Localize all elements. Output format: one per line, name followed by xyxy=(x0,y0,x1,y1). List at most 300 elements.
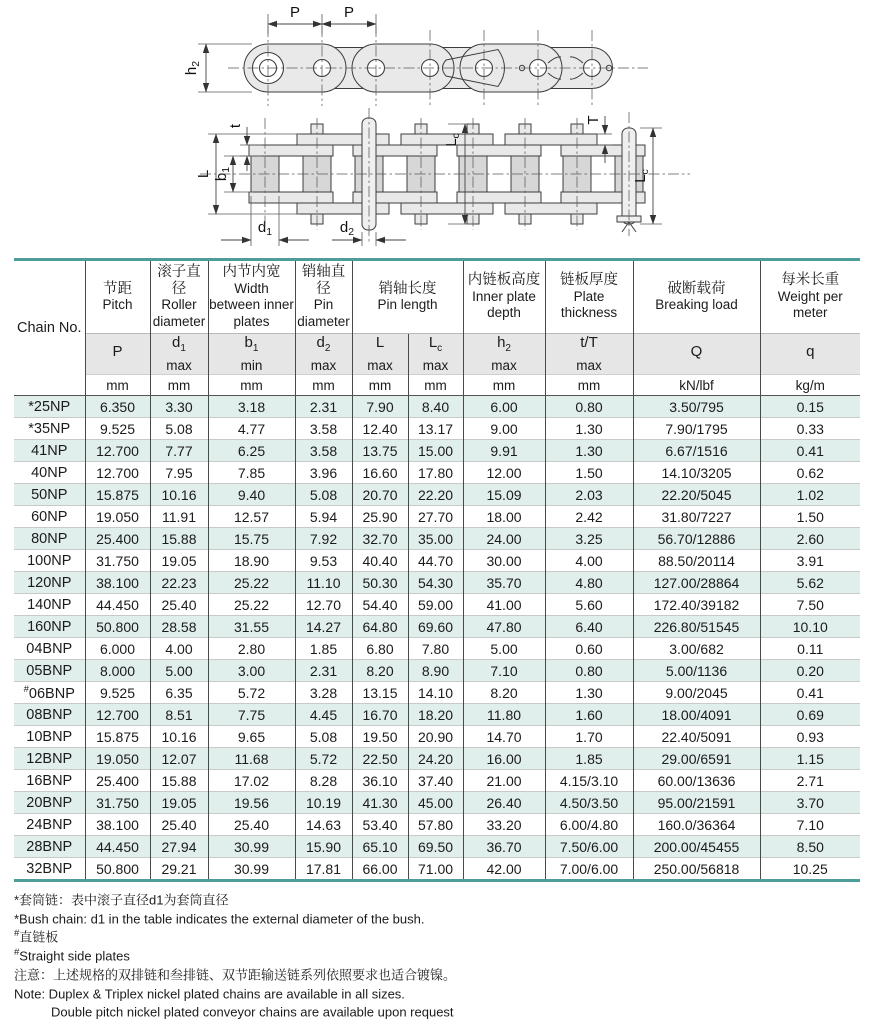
plate-depth-cell: 33.20 xyxy=(463,814,545,836)
note-bush-chain-cn: *套筒链：表中滚子直径d1为套筒直径 xyxy=(14,892,229,908)
pin-diameter-cell: 14.27 xyxy=(295,616,352,638)
chain-no-cell: 20BNP xyxy=(14,792,85,814)
table-row xyxy=(14,682,860,704)
pin-length-lc-cell: 18.20 xyxy=(408,704,463,726)
inner-width-cell: 6.25 xyxy=(208,440,295,462)
unit-weight: kg/m xyxy=(760,375,860,396)
col-roller-header: 滚子直径 Roller diameter xyxy=(150,260,208,334)
pin-diameter-cell: 14.63 xyxy=(295,814,352,836)
chain-no-cell: 08BNP xyxy=(14,704,85,726)
pin-length-l-cell: 16.60 xyxy=(352,462,408,484)
plate-thickness-cell: 6.40 xyxy=(545,616,633,638)
plate-depth-cell: 41.00 xyxy=(463,594,545,616)
roller-diameter-cell: 10.16 xyxy=(150,484,208,506)
pitch-cell: 12.700 xyxy=(85,704,150,726)
plate-thickness-cell: 1.70 xyxy=(545,726,633,748)
weight-cell: 7.50 xyxy=(760,594,860,616)
table-row xyxy=(14,440,860,462)
pitch-cell: 12.700 xyxy=(85,462,150,484)
weight-cell: 0.62 xyxy=(760,462,860,484)
pin-length-l-cell: 13.15 xyxy=(352,682,408,704)
pitch-cell: 25.400 xyxy=(85,528,150,550)
roller-diameter-cell: 5.00 xyxy=(150,660,208,682)
breaking-load-cell: 18.00/4091 xyxy=(633,704,760,726)
pin-length-l-cell: 7.90 xyxy=(352,396,408,418)
unit-plate-depth: mm xyxy=(463,375,545,396)
unit-pitch: mm xyxy=(85,375,150,396)
breaking-load-cell: 250.00/56818 xyxy=(633,858,760,881)
note-straight-plates-cn: #直链板 xyxy=(14,928,59,945)
pin-diameter-cell: 5.94 xyxy=(295,506,352,528)
pin-diameter-cell: 9.53 xyxy=(295,550,352,572)
plate-thickness-cell: 7.50/6.00 xyxy=(545,836,633,858)
pin-diameter-cell: 17.81 xyxy=(295,858,352,881)
weight-cell: 0.41 xyxy=(760,682,860,704)
pin-diameter-cell: 12.70 xyxy=(295,594,352,616)
table-row xyxy=(14,550,860,572)
plate-depth-cell: 12.00 xyxy=(463,462,545,484)
pin-length-l-cell: 13.75 xyxy=(352,440,408,462)
pitch-cell: 9.525 xyxy=(85,418,150,440)
pitch-cell: 50.800 xyxy=(85,858,150,881)
inner-width-cell: 4.77 xyxy=(208,418,295,440)
pin-length-l-cell: 36.10 xyxy=(352,770,408,792)
pitch-cell: 19.050 xyxy=(85,506,150,528)
weight-cell: 10.25 xyxy=(760,858,860,881)
pin-diameter-cell: 3.96 xyxy=(295,462,352,484)
table-row xyxy=(14,594,860,616)
plate-depth-cell: 30.00 xyxy=(463,550,545,572)
dim-label-lc-top: $L_c$ xyxy=(443,133,462,147)
pitch-cell: 15.875 xyxy=(85,726,150,748)
pitch-cell: 38.100 xyxy=(85,572,150,594)
plate-thickness-cell: 4.15/3.10 xyxy=(545,770,633,792)
roller-diameter-cell: 19.05 xyxy=(150,792,208,814)
weight-cell: 7.10 xyxy=(760,814,860,836)
pitch-cell: 12.700 xyxy=(85,440,150,462)
plate-depth-cell: 26.40 xyxy=(463,792,545,814)
inner-width-cell: 9.40 xyxy=(208,484,295,506)
sym-width: $b_1$ min xyxy=(208,334,295,375)
col-breaking-load-header: 破断载荷 Breaking load xyxy=(633,260,760,334)
chain-no-cell: 120NP xyxy=(14,572,85,594)
unit-width: mm xyxy=(208,375,295,396)
dim-label-p2: P xyxy=(343,4,355,21)
chain-technical-drawing xyxy=(0,0,874,256)
pin-diameter-cell: 5.08 xyxy=(295,484,352,506)
breaking-load-cell: 226.80/51545 xyxy=(633,616,760,638)
pin-length-l-cell: 25.90 xyxy=(352,506,408,528)
breaking-load-cell: 14.10/3205 xyxy=(633,462,760,484)
pin-length-lc-cell: 37.40 xyxy=(408,770,463,792)
plate-thickness-cell: 4.80 xyxy=(545,572,633,594)
spec-table xyxy=(14,258,860,882)
breaking-load-cell: 9.00/2045 xyxy=(633,682,760,704)
pin-diameter-cell: 3.58 xyxy=(295,418,352,440)
plate-thickness-cell: 1.30 xyxy=(545,440,633,462)
plate-thickness-cell: 5.60 xyxy=(545,594,633,616)
header-unit-row xyxy=(14,375,860,396)
roller-diameter-cell: 15.88 xyxy=(150,770,208,792)
weight-cell: 0.33 xyxy=(760,418,860,440)
sym-roller: $d_1$ max xyxy=(150,334,208,375)
inner-width-cell: 15.75 xyxy=(208,528,295,550)
inner-width-cell: 18.90 xyxy=(208,550,295,572)
chain-no-cell: 160NP xyxy=(14,616,85,638)
chain-no-cell: 32BNP xyxy=(14,858,85,881)
inner-width-cell: 5.72 xyxy=(208,682,295,704)
pitch-cell: 44.450 xyxy=(85,836,150,858)
pin-diameter-cell: 2.31 xyxy=(295,396,352,418)
inner-width-cell: 25.22 xyxy=(208,594,295,616)
pin-diameter-cell: 11.10 xyxy=(295,572,352,594)
pin-length-l-cell: 41.30 xyxy=(352,792,408,814)
chain-no-cell: 80NP xyxy=(14,528,85,550)
plate-depth-cell: 24.00 xyxy=(463,528,545,550)
dim-label-b1: $b_1$ xyxy=(213,166,232,182)
inner-width-cell: 25.40 xyxy=(208,814,295,836)
plate-thickness-cell: 0.80 xyxy=(545,396,633,418)
unit-pin-length-l: mm xyxy=(352,375,408,396)
plate-depth-cell: 42.00 xyxy=(463,858,545,881)
roller-diameter-cell: 7.95 xyxy=(150,462,208,484)
table-body xyxy=(14,396,860,881)
pitch-cell: 9.525 xyxy=(85,682,150,704)
table-row xyxy=(14,770,860,792)
dim-label-t: t xyxy=(227,123,244,129)
chain-no-cell: *35NP xyxy=(14,418,85,440)
plate-depth-cell: 9.91 xyxy=(463,440,545,462)
sym-breaking-load: Q xyxy=(633,334,760,375)
plate-depth-cell: 21.00 xyxy=(463,770,545,792)
pitch-cell: 6.000 xyxy=(85,638,150,660)
roller-diameter-cell: 22.23 xyxy=(150,572,208,594)
pin-length-l-cell: 50.30 xyxy=(352,572,408,594)
pin-length-l-cell: 40.40 xyxy=(352,550,408,572)
footnotes xyxy=(14,889,874,1020)
roller-diameter-cell: 6.35 xyxy=(150,682,208,704)
pin-diameter-cell: 4.45 xyxy=(295,704,352,726)
roller-diameter-cell: 10.16 xyxy=(150,726,208,748)
pin-length-lc-cell: 71.00 xyxy=(408,858,463,881)
weight-cell: 1.50 xyxy=(760,506,860,528)
header-symbol-row xyxy=(14,334,860,375)
note-nickel-cn: 注意：上述规格的双排链和叁排链、双节距输送链系列依照要求也适合镀镍。 xyxy=(14,967,457,983)
pin-length-lc-cell: 8.90 xyxy=(408,660,463,682)
plate-thickness-cell: 1.85 xyxy=(545,748,633,770)
roller-diameter-cell: 25.40 xyxy=(150,814,208,836)
pin-length-l-cell: 64.80 xyxy=(352,616,408,638)
weight-cell: 2.71 xyxy=(760,770,860,792)
plate-thickness-cell: 2.03 xyxy=(545,484,633,506)
table-row xyxy=(14,616,860,638)
plate-depth-cell: 7.10 xyxy=(463,660,545,682)
breaking-load-cell: 3.00/682 xyxy=(633,638,760,660)
chain-no-cell: 41NP xyxy=(14,440,85,462)
pitch-cell: 6.350 xyxy=(85,396,150,418)
weight-cell: 3.70 xyxy=(760,792,860,814)
pin-length-lc-cell: 20.90 xyxy=(408,726,463,748)
pin-diameter-cell: 8.28 xyxy=(295,770,352,792)
inner-width-cell: 2.80 xyxy=(208,638,295,660)
plate-thickness-cell: 1.30 xyxy=(545,682,633,704)
chain-no-cell: *25NP xyxy=(14,396,85,418)
weight-cell: 0.41 xyxy=(760,440,860,462)
breaking-load-cell: 56.70/12886 xyxy=(633,528,760,550)
table-row xyxy=(14,396,860,418)
plate-depth-cell: 6.00 xyxy=(463,396,545,418)
chain-no-cell: 40NP xyxy=(14,462,85,484)
dim-label-d2: $d_2$ xyxy=(339,219,355,238)
pin-diameter-cell: 5.72 xyxy=(295,748,352,770)
roller-diameter-cell: 5.08 xyxy=(150,418,208,440)
plate-depth-cell: 35.70 xyxy=(463,572,545,594)
pin-length-lc-cell: 7.80 xyxy=(408,638,463,660)
plate-depth-cell: 8.20 xyxy=(463,682,545,704)
breaking-load-cell: 22.40/5091 xyxy=(633,726,760,748)
inner-width-cell: 25.22 xyxy=(208,572,295,594)
chain-no-cell: 100NP xyxy=(14,550,85,572)
pin-length-l-cell: 8.20 xyxy=(352,660,408,682)
pin-length-lc-cell: 54.30 xyxy=(408,572,463,594)
roller-diameter-cell: 27.94 xyxy=(150,836,208,858)
pin-length-lc-cell: 15.00 xyxy=(408,440,463,462)
weight-cell: 0.11 xyxy=(760,638,860,660)
plate-depth-cell: 36.70 xyxy=(463,836,545,858)
pin-length-lc-cell: 45.00 xyxy=(408,792,463,814)
pin-length-l-cell: 12.40 xyxy=(352,418,408,440)
breaking-load-cell: 95.00/21591 xyxy=(633,792,760,814)
col-pin-diameter-header: 销轴直径 Pin diameter xyxy=(295,260,352,334)
pin-length-lc-cell: 69.60 xyxy=(408,616,463,638)
breaking-load-cell: 160.0/36364 xyxy=(633,814,760,836)
pitch-cell: 15.875 xyxy=(85,484,150,506)
breaking-load-cell: 7.90/1795 xyxy=(633,418,760,440)
chain-no-header: Chain No. xyxy=(17,319,82,336)
note-straight-plates-en: #Straight side plates xyxy=(14,947,130,964)
roller-diameter-cell: 4.00 xyxy=(150,638,208,660)
inner-width-cell: 3.18 xyxy=(208,396,295,418)
pin-diameter-cell: 2.31 xyxy=(295,660,352,682)
pin-length-l-cell: 65.10 xyxy=(352,836,408,858)
pitch-cell: 19.050 xyxy=(85,748,150,770)
plate-thickness-cell: 0.80 xyxy=(545,660,633,682)
pin-diameter-cell: 10.19 xyxy=(295,792,352,814)
plate-thickness-cell: 1.30 xyxy=(545,418,633,440)
pitch-cell: 31.750 xyxy=(85,792,150,814)
table-row xyxy=(14,638,860,660)
pin-length-l-cell: 54.40 xyxy=(352,594,408,616)
inner-width-cell: 30.99 xyxy=(208,836,295,858)
pin-length-l-cell: 6.80 xyxy=(352,638,408,660)
pin-length-l-cell: 20.70 xyxy=(352,484,408,506)
breaking-load-cell: 200.00/45455 xyxy=(633,836,760,858)
pitch-cell: 50.800 xyxy=(85,616,150,638)
sym-pin-length-lc: $L_c$ max xyxy=(408,334,463,375)
pitch-cell: 44.450 xyxy=(85,594,150,616)
weight-cell: 3.91 xyxy=(760,550,860,572)
plate-thickness-cell: 1.50 xyxy=(545,462,633,484)
chain-side-view xyxy=(183,4,648,106)
unit-plate-thickness: mm xyxy=(545,375,633,396)
header-name-row xyxy=(14,260,860,334)
table-row xyxy=(14,572,860,594)
unit-pin-length-lc: mm xyxy=(408,375,463,396)
sym-pin-diameter: $d_2$ max xyxy=(295,334,352,375)
roller-diameter-cell: 11.91 xyxy=(150,506,208,528)
plate-thickness-cell: 2.42 xyxy=(545,506,633,528)
sym-plate-thickness: t/T max xyxy=(545,334,633,375)
pin-length-lc-cell: 22.20 xyxy=(408,484,463,506)
inner-width-cell: 3.00 xyxy=(208,660,295,682)
plate-thickness-cell: 7.00/6.00 xyxy=(545,858,633,881)
pin-diameter-cell: 5.08 xyxy=(295,726,352,748)
plate-thickness-cell: 4.50/3.50 xyxy=(545,792,633,814)
pin-diameter-cell: 3.28 xyxy=(295,682,352,704)
inner-width-cell: 9.65 xyxy=(208,726,295,748)
table-row xyxy=(14,814,860,836)
table-row xyxy=(14,726,860,748)
weight-cell: 1.15 xyxy=(760,748,860,770)
breaking-load-cell: 3.50/795 xyxy=(633,396,760,418)
roller-diameter-cell: 25.40 xyxy=(150,594,208,616)
breaking-load-cell: 29.00/6591 xyxy=(633,748,760,770)
plate-depth-cell: 11.80 xyxy=(463,704,545,726)
note-double-pitch: Double pitch nickel plated conveyor chains are available upon request xyxy=(51,1004,454,1020)
chain-no-cell: 05BNP xyxy=(14,660,85,682)
plate-depth-cell: 5.00 xyxy=(463,638,545,660)
inner-width-cell: 30.99 xyxy=(208,858,295,881)
dim-label-d1: $d_1$ xyxy=(257,219,273,238)
pitch-cell: 8.000 xyxy=(85,660,150,682)
inner-width-cell: 11.68 xyxy=(208,748,295,770)
col-plate-depth-header: 内链板高度 Inner plate depth xyxy=(463,260,545,334)
plate-depth-cell: 15.09 xyxy=(463,484,545,506)
chain-no-cell: 140NP xyxy=(14,594,85,616)
pin-length-lc-cell: 57.80 xyxy=(408,814,463,836)
plate-thickness-cell: 4.00 xyxy=(545,550,633,572)
table-row xyxy=(14,528,860,550)
chain-plan-view xyxy=(195,108,690,246)
table-row xyxy=(14,792,860,814)
dim-label-p1: P xyxy=(289,4,301,21)
plate-depth-cell: 14.70 xyxy=(463,726,545,748)
pin-length-lc-cell: 17.80 xyxy=(408,462,463,484)
pin-diameter-cell: 7.92 xyxy=(295,528,352,550)
weight-cell: 1.02 xyxy=(760,484,860,506)
table-row xyxy=(14,484,860,506)
pin-length-lc-cell: 14.10 xyxy=(408,682,463,704)
breaking-load-cell: 5.00/1136 xyxy=(633,660,760,682)
breaking-load-cell: 60.00/13636 xyxy=(633,770,760,792)
table-row xyxy=(14,858,860,881)
pin-length-lc-cell: 44.70 xyxy=(408,550,463,572)
dim-label-h2: $h_2$ xyxy=(183,60,202,76)
plate-thickness-cell: 1.60 xyxy=(545,704,633,726)
unit-pin-diameter: mm xyxy=(295,375,352,396)
table-row xyxy=(14,660,860,682)
breaking-load-cell: 22.20/5045 xyxy=(633,484,760,506)
sym-plate-depth: $h_2$ max xyxy=(463,334,545,375)
pin-length-lc-cell: 69.50 xyxy=(408,836,463,858)
chain-no-cell: 04BNP xyxy=(14,638,85,660)
pin-length-l-cell: 19.50 xyxy=(352,726,408,748)
col-plate-thickness-header: 链板厚度 Plate thickness xyxy=(545,260,633,334)
inner-width-cell: 19.56 xyxy=(208,792,295,814)
pin-length-lc-cell: 35.00 xyxy=(408,528,463,550)
weight-cell: 2.60 xyxy=(760,528,860,550)
pin-length-l-cell: 32.70 xyxy=(352,528,408,550)
sym-weight: q xyxy=(760,334,860,375)
roller-diameter-cell: 28.58 xyxy=(150,616,208,638)
plate-depth-cell: 16.00 xyxy=(463,748,545,770)
weight-cell: 0.69 xyxy=(760,704,860,726)
pin-length-l-cell: 66.00 xyxy=(352,858,408,881)
table-row xyxy=(14,506,860,528)
pin-length-l-cell: 16.70 xyxy=(352,704,408,726)
chain-no-cell: 60NP xyxy=(14,506,85,528)
breaking-load-cell: 88.50/20114 xyxy=(633,550,760,572)
weight-cell: 10.10 xyxy=(760,616,860,638)
roller-diameter-cell: 29.21 xyxy=(150,858,208,881)
pitch-cell: 38.100 xyxy=(85,814,150,836)
weight-cell: 0.15 xyxy=(760,396,860,418)
col-pin-length-header: 销轴长度 Pin length xyxy=(352,260,463,334)
pitch-cell: 31.750 xyxy=(85,550,150,572)
plate-thickness-cell: 0.60 xyxy=(545,638,633,660)
roller-diameter-cell: 19.05 xyxy=(150,550,208,572)
chain-no-cell: 28BNP xyxy=(14,836,85,858)
roller-diameter-cell: 15.88 xyxy=(150,528,208,550)
plate-depth-cell: 18.00 xyxy=(463,506,545,528)
inner-width-cell: 17.02 xyxy=(208,770,295,792)
roller-diameter-cell: 8.51 xyxy=(150,704,208,726)
inner-width-cell: 7.85 xyxy=(208,462,295,484)
weight-cell: 0.20 xyxy=(760,660,860,682)
weight-cell: 8.50 xyxy=(760,836,860,858)
col-weight-header: 每米长重 Weight per meter xyxy=(760,260,860,334)
inner-width-cell: 31.55 xyxy=(208,616,295,638)
col-width-header: 内节内宽 Width between inner plates xyxy=(208,260,295,334)
weight-cell: 0.93 xyxy=(760,726,860,748)
unit-roller: mm xyxy=(150,375,208,396)
note-bush-chain-en: *Bush chain: d1 in the table indicates the external diameter of the bush. xyxy=(14,911,425,927)
chain-no-cell: 10BNP xyxy=(14,726,85,748)
pin-length-lc-cell: 13.17 xyxy=(408,418,463,440)
table-row xyxy=(14,704,860,726)
roller-diameter-cell: 3.30 xyxy=(150,396,208,418)
inner-width-cell: 7.75 xyxy=(208,704,295,726)
plate-depth-cell: 47.80 xyxy=(463,616,545,638)
chain-no-cell: 24BNP xyxy=(14,814,85,836)
dim-label-L: L xyxy=(195,169,212,179)
pin-length-lc-cell: 27.70 xyxy=(408,506,463,528)
pin-length-lc-cell: 24.20 xyxy=(408,748,463,770)
sym-pitch: P xyxy=(85,334,150,375)
weight-cell: 5.62 xyxy=(760,572,860,594)
dim-label-lc-right: $L_c$ xyxy=(632,169,651,183)
plate-thickness-cell: 3.25 xyxy=(545,528,633,550)
chain-no-cell: 50NP xyxy=(14,484,85,506)
sym-pin-length-l: L max xyxy=(352,334,408,375)
pin-length-l-cell: 53.40 xyxy=(352,814,408,836)
breaking-load-cell: 127.00/28864 xyxy=(633,572,760,594)
pin-diameter-cell: 3.58 xyxy=(295,440,352,462)
pin-length-lc-cell: 59.00 xyxy=(408,594,463,616)
breaking-load-cell: 6.67/1516 xyxy=(633,440,760,462)
pin-length-l-cell: 22.50 xyxy=(352,748,408,770)
note-nickel-en: Note: Duplex & Triplex nickel plated chains are available in all sizes. xyxy=(14,986,405,1001)
